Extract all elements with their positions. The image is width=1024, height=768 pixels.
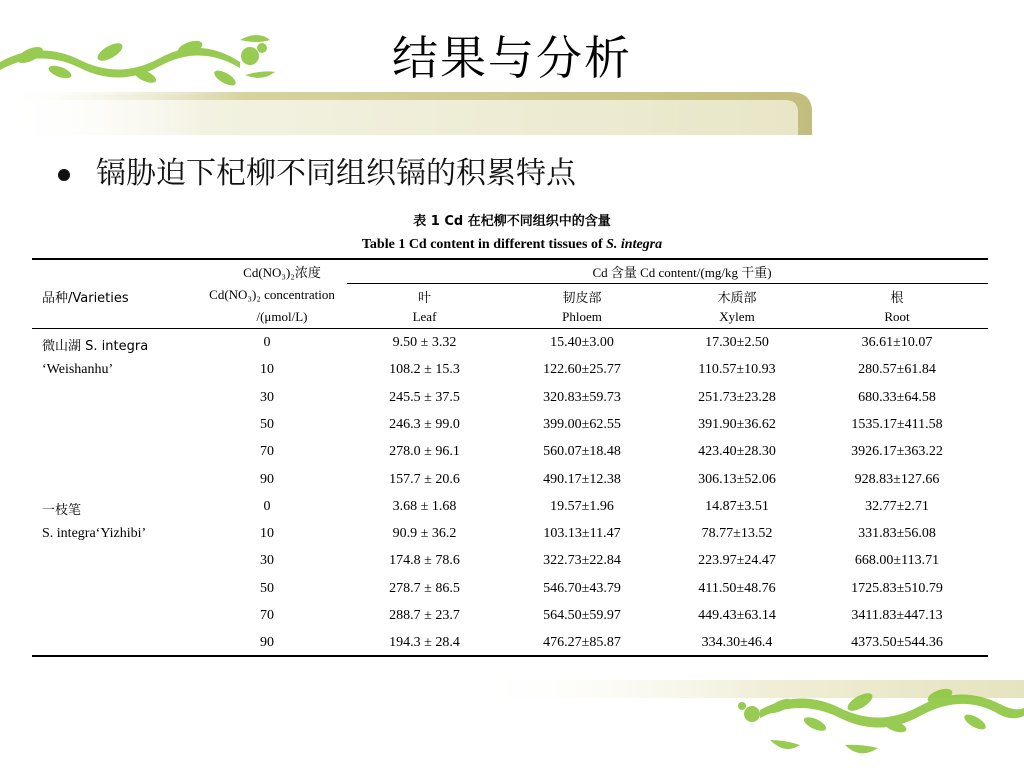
header-conc-line1: Cd(NO₃)₂浓度 [243,265,321,280]
header-root-cn: 根 [890,290,904,305]
root-cell: 280.57±61.84 [858,362,936,378]
root-cell: 1535.17±411.58 [851,416,943,432]
header-cd-content: Cd 含量 Cd content/(mg/kg 干重) [592,265,772,280]
bullet-text: 镉胁迫下杞柳不同组织镉的积累特点 [96,156,576,191]
leaf-cell: 157.7 ± 20.6 [389,471,460,487]
xylem-cell: 110.57±10.93 [698,362,776,378]
conc-cell: 70 [260,444,274,460]
leaf-cell: 245.5 ± 37.5 [389,389,460,405]
root-cell: 1725.83±510.79 [851,580,943,596]
leaf-cell: 9.50 ± 3.32 [392,335,457,350]
phloem-cell: 564.50±59.97 [543,608,621,623]
phloem-cell: 560.07±18.48 [543,444,621,460]
bullet-dot-icon [58,169,70,181]
header-conc-line2: Cd(NO₃)₂ concentration [209,287,335,302]
xylem-cell: 251.73±23.28 [698,389,776,405]
header-conc-line3: /(μmol/L) [256,309,308,324]
conc-cell: 50 [260,416,274,432]
leaf-cell: 288.7 ± 23.7 [389,608,460,623]
xylem-cell: 306.13±52.06 [698,471,776,487]
header-variety: 品种/Varieties [42,291,129,306]
variety-name-en: ‘Weishanhu’ [42,362,114,378]
phloem-cell: 103.13±11.47 [543,526,621,542]
phloem-cell: 122.60±25.77 [543,362,621,378]
leaf-cell: 90.9 ± 36.2 [392,526,457,542]
header-root-en: Root [884,309,910,324]
root-cell: 680.33±64.58 [858,389,936,405]
root-cell: 4373.50±544.36 [851,635,943,651]
conc-cell: 70 [260,608,274,623]
leaf-cell: 108.2 ± 15.3 [389,362,460,378]
conc-cell: 50 [260,580,274,596]
conc-cell: 10 [260,526,274,542]
conc-cell: 30 [260,553,274,569]
header-phloem-en: Phloem [562,309,602,324]
leaf-cell: 278.7 ± 86.5 [389,580,460,596]
xylem-cell: 17.30±2.50 [705,335,769,350]
content-header-rule [347,283,988,284]
root-cell: 3411.83±447.13 [851,608,943,623]
leaf-cell: 3.68 ± 1.68 [392,498,457,514]
leaf-cell: 246.3 ± 99.0 [389,416,460,432]
root-cell: 331.83±56.08 [858,526,936,542]
phloem-cell: 490.17±12.38 [543,471,621,487]
header-bottom-rule [32,328,988,329]
header-leaf-cn: 叶 [417,290,431,305]
header-leaf-en: Leaf [412,309,437,324]
phloem-cell: 19.57±1.96 [550,498,614,514]
conc-cell: 90 [260,471,274,487]
header-phloem-cn: 韧皮部 [562,290,602,305]
phloem-cell: 399.00±62.55 [543,416,621,432]
leaf-cell: 278.0 ± 96.1 [389,444,460,460]
header-xylem-en: Xylem [719,309,755,324]
root-cell: 3926.17±363.22 [851,444,943,460]
leaf-cell: 174.8 ± 78.6 [389,553,460,569]
phloem-cell: 546.70±43.79 [543,580,621,596]
conc-cell: 10 [260,362,274,378]
table-caption-cn: 表 1 Cd 在杞柳不同组织中的含量 [413,214,611,229]
slide-title: 结果与分析 [392,31,632,85]
conc-cell: 0 [263,498,271,514]
phloem-cell: 320.83±59.73 [543,389,621,405]
table-caption-en [0,237,1024,253]
root-cell: 32.77±2.71 [865,498,929,514]
xylem-cell: 78.77±13.52 [701,526,773,542]
bullet-item [58,148,576,192]
xylem-cell: 334.30±46.4 [701,635,773,651]
table-top-rule [32,258,988,260]
xylem-cell: 391.90±36.62 [698,416,776,432]
root-cell: 928.83±127.66 [854,471,940,487]
xylem-cell: 14.87±3.51 [705,498,769,514]
conc-cell: 30 [260,389,274,405]
leaf-cell: 194.3 ± 28.4 [389,635,460,651]
phloem-cell: 15.40±3.00 [550,335,614,350]
conc-cell: 0 [263,335,271,350]
phloem-cell: 476.27±85.87 [543,635,621,651]
variety-name: 微山湖 S. integra [42,339,149,354]
header-xylem-cn: 木质部 [717,290,757,305]
caption-en-species: S. integra [606,237,663,252]
xylem-cell: 423.40±28.30 [698,444,776,460]
footer-decoration [0,660,1024,768]
table-bottom-rule [32,655,988,657]
xylem-cell: 449.43±63.14 [698,608,776,623]
phloem-cell: 322.73±22.84 [543,553,621,569]
conc-cell: 90 [260,635,274,651]
root-cell: 668.00±113.71 [854,553,940,569]
caption-en-text: Table 1 Cd content in different tissues of [361,237,607,252]
xylem-cell: 411.50±48.76 [698,580,776,596]
xylem-cell: 223.97±24.47 [698,553,776,569]
root-cell: 36.61±10.07 [861,335,933,350]
variety-name: 一枝笔 [42,502,82,518]
variety-name-en: S. integra‘Yizhibi’ [42,526,147,542]
